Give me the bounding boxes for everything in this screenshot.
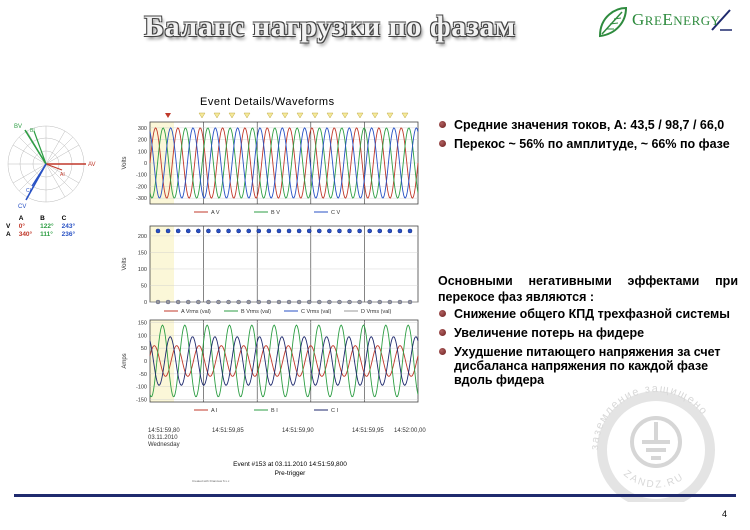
table-row	[6, 231, 83, 239]
ci-label: CI	[26, 188, 31, 194]
data-point	[307, 229, 311, 233]
list-item: Снижение общего КПД трехфазной системы	[438, 307, 738, 321]
ci-vector	[32, 164, 46, 186]
legend-entry: B I	[271, 408, 278, 414]
plot-frame	[150, 226, 418, 302]
ai-label: AI	[60, 172, 65, 178]
ground-symbol-icon	[632, 418, 680, 466]
event-marker-icon	[327, 113, 333, 118]
bullet-dot-icon	[439, 140, 446, 147]
data-point	[176, 229, 180, 233]
time-tick-label: 14:51:59,85	[212, 428, 244, 434]
legend-entry: B Vrms (val)	[241, 309, 272, 315]
data-point	[166, 300, 170, 304]
av-label: AV	[88, 162, 96, 168]
table-cell: 243°	[61, 223, 76, 230]
list-item: Перекос ~ 56% по амплитуде, ~ 66% по фазе	[438, 137, 738, 151]
table-row	[6, 223, 83, 231]
data-point	[287, 300, 291, 304]
y-tick-label: -50	[139, 371, 147, 378]
data-point	[307, 300, 311, 304]
pretrigger-zone	[150, 226, 174, 302]
watermark-seal	[576, 366, 736, 502]
list-item: Средние значения токов, А: 43,5 / 98,7 / 66,0	[438, 118, 738, 132]
data-point	[247, 229, 251, 233]
y-tick-label: -200	[135, 184, 147, 191]
software-note: Created with Dranview 6.x.x	[192, 479, 230, 483]
event-marker-icon	[357, 113, 363, 118]
y-tick-label: 300	[137, 125, 147, 132]
y-tick-label: 200	[137, 137, 147, 144]
event-label: Event #153 at 03.11.2010 14:51:59,800 Pre-trigger	[233, 461, 347, 477]
waveforms-title: Event Details/Waveforms	[200, 96, 335, 108]
data-point	[368, 300, 372, 304]
table-cell: 340°	[18, 231, 33, 238]
vrms-chart	[120, 220, 432, 320]
data-point	[348, 300, 352, 304]
y-tick-label: 100	[137, 266, 147, 273]
data-point	[408, 229, 412, 233]
y-tick-label: -100	[135, 172, 147, 179]
event-marker-icon	[372, 113, 378, 118]
page-number: 4	[722, 509, 728, 519]
row-label: V	[6, 223, 11, 230]
table-header-row	[6, 215, 83, 223]
data-point	[287, 229, 291, 233]
data-point	[337, 300, 341, 304]
data-point	[227, 229, 231, 233]
list-item: Увеличение потерь на фидере	[438, 326, 738, 340]
event-marker-icon	[244, 113, 250, 118]
time-axis	[148, 428, 438, 458]
logo-wordmark: GREENERGY	[632, 10, 721, 29]
data-point	[257, 300, 261, 304]
y-axis-label: Volts	[122, 257, 128, 271]
data-point	[398, 300, 402, 304]
data-point	[196, 300, 200, 304]
event-marker-icon	[229, 113, 235, 118]
legend-entry: D Vrms (val)	[361, 309, 392, 315]
data-point	[378, 300, 382, 304]
legend-entry: C Vrms (val)	[301, 309, 332, 315]
current-waveform-chart	[120, 314, 432, 426]
data-point	[398, 229, 402, 233]
data-point	[358, 229, 362, 233]
y-tick-label: 50	[140, 346, 147, 353]
y-axis-label: Amps	[122, 353, 128, 369]
data-point	[237, 300, 241, 304]
trigger-marker-icon	[165, 113, 171, 118]
data-point	[257, 229, 261, 233]
time-tick-label: 14:51:59,90	[282, 428, 314, 434]
data-point	[297, 229, 301, 233]
summary-bullets	[438, 118, 738, 156]
effects-intro: Основными негативными эффектами при перекосе фаз являются :	[438, 274, 738, 304]
data-point	[368, 229, 372, 233]
row-label: A	[6, 231, 11, 238]
data-point	[317, 229, 321, 233]
event-marker-icon	[387, 113, 393, 118]
phasor-angle-table	[6, 215, 83, 239]
date-note: 03.11.2010 Wednesday	[148, 435, 180, 448]
data-point	[358, 300, 362, 304]
legend-entry: A I	[211, 408, 218, 414]
data-point	[237, 229, 241, 233]
bullet-dot-icon	[439, 348, 446, 355]
event-marker-icon	[312, 113, 318, 118]
column-header: C	[61, 215, 67, 222]
table-cell: 236°	[61, 231, 76, 238]
svg-text:заземление защищено: заземление защищено	[588, 382, 711, 451]
legend-entry: C I	[331, 408, 339, 414]
data-point	[267, 229, 271, 233]
data-point	[348, 229, 352, 233]
data-point	[216, 229, 220, 233]
y-tick-label: -100	[135, 384, 147, 391]
legend-entry: C V	[331, 210, 341, 216]
data-point	[196, 229, 200, 233]
ai-vector	[46, 164, 62, 170]
data-point	[337, 229, 341, 233]
legend-entry: A Vrms (val)	[181, 309, 211, 315]
y-tick-label: -300	[135, 196, 147, 203]
data-point	[227, 300, 231, 304]
y-tick-label: 50	[140, 283, 147, 290]
data-point	[277, 229, 281, 233]
y-tick-label: 150	[137, 320, 147, 327]
event-marker-icon	[297, 113, 303, 118]
cv-label: CV	[18, 204, 27, 210]
event-marker-icon	[402, 113, 408, 118]
footer-divider	[14, 494, 736, 497]
y-tick-label: 0	[143, 300, 147, 306]
legend-entry: B V	[271, 210, 280, 216]
data-point	[166, 229, 170, 233]
data-point	[156, 300, 160, 304]
bullet-dot-icon	[439, 121, 446, 128]
bullet-dot-icon	[439, 329, 446, 336]
y-tick-label: 0	[143, 359, 147, 365]
data-point	[297, 300, 301, 304]
event-marker-icon	[282, 113, 288, 118]
data-point	[216, 300, 220, 304]
legend-entry: A V	[211, 210, 220, 216]
bi-label: BI	[30, 128, 35, 134]
time-tick-label: 14:51:59,80	[148, 428, 180, 434]
svg-text:ZANDZ.RU: ZANDZ.RU	[621, 468, 687, 491]
data-point	[267, 300, 271, 304]
y-tick-label: 100	[137, 333, 147, 340]
slide-title: Баланс нагрузки по фазам	[144, 10, 516, 43]
phasor-diagram	[2, 118, 114, 210]
bv-label: BV	[14, 124, 23, 130]
data-point	[156, 229, 160, 233]
y-tick-label: 0	[143, 161, 147, 167]
time-tick-label: 14:52:00,00	[394, 428, 426, 434]
table-cell: 111°	[40, 231, 53, 238]
time-tick-label: 14:51:59,95	[352, 428, 384, 434]
data-point	[327, 229, 331, 233]
event-marker-icon	[267, 113, 273, 118]
data-point	[247, 300, 251, 304]
y-tick-label: 150	[137, 250, 147, 257]
y-tick-label: 200	[137, 233, 147, 240]
column-header: A	[18, 215, 24, 222]
list-item: Ухудшение питающего напряжения за счет дисбаланса напряжения по каждой фазе вдоль фидера	[438, 345, 738, 387]
y-tick-label: 100	[137, 149, 147, 156]
data-point	[317, 300, 321, 304]
event-marker-icon	[214, 113, 220, 118]
data-point	[206, 229, 210, 233]
company-logo	[592, 4, 742, 40]
y-axis-label: Volts	[122, 156, 128, 170]
voltage-waveform-chart	[120, 112, 432, 220]
data-point	[176, 300, 180, 304]
data-point	[186, 229, 190, 233]
data-point	[408, 300, 412, 304]
data-point	[388, 300, 392, 304]
column-header: B	[40, 215, 45, 222]
data-point	[206, 300, 210, 304]
y-tick-label: -150	[135, 397, 147, 404]
data-point	[186, 300, 190, 304]
data-point	[378, 229, 382, 233]
data-point	[388, 229, 392, 233]
data-point	[277, 300, 281, 304]
table-cell: 0°	[18, 223, 25, 230]
bullet-dot-icon	[439, 310, 446, 317]
table-cell: 122°	[40, 223, 54, 230]
event-marker-icon	[342, 113, 348, 118]
event-marker-icon	[199, 113, 205, 118]
data-point	[327, 300, 331, 304]
